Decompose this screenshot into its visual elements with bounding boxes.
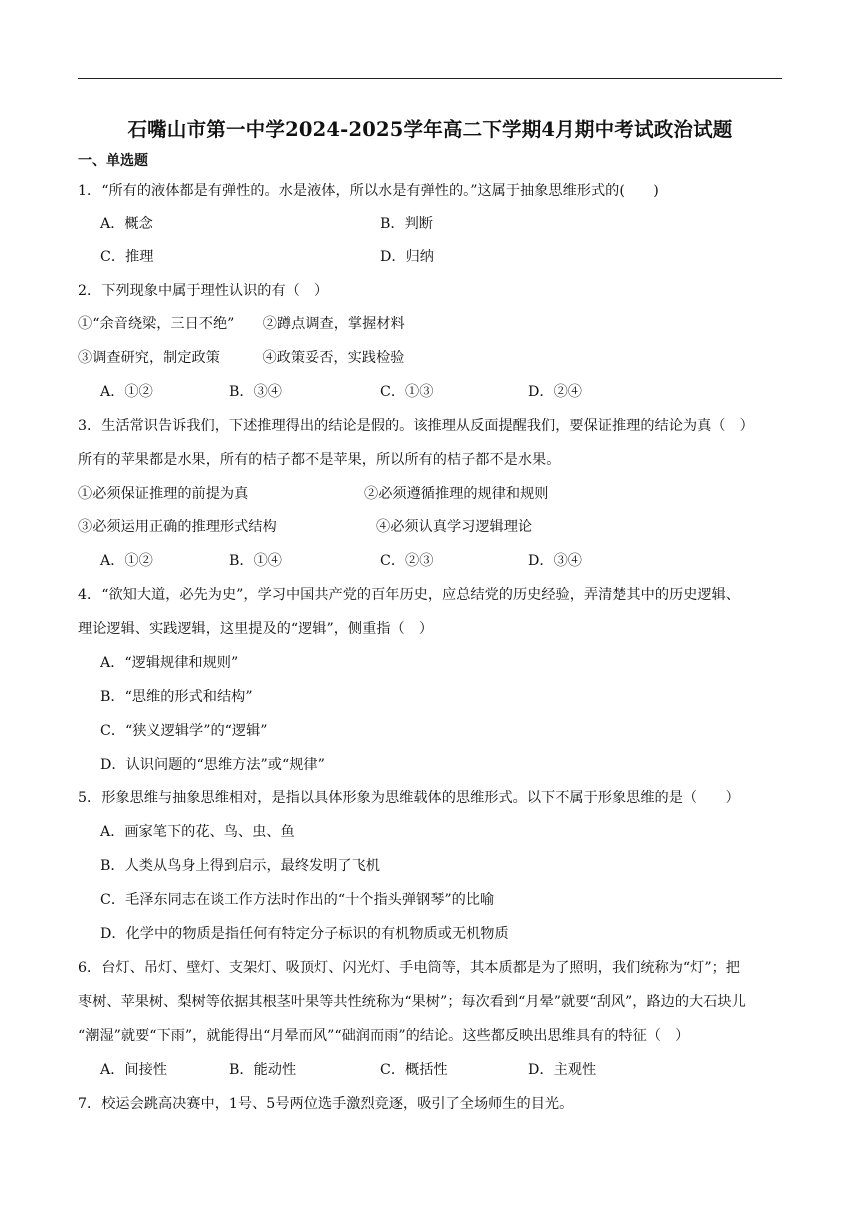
q3-option-a: A．①② bbox=[100, 553, 153, 569]
q2-statements-2: ③调查研究，制定政策 ④政策妥否，实践检验 bbox=[78, 350, 405, 366]
q3-statement-2: ②必须遵循推理的规律和规则 bbox=[364, 486, 549, 502]
q1-option-b: B．判断 bbox=[380, 216, 433, 232]
q6-stem-3: “潮湿”就要“下雨”，就能得出“月晕而风”“础润而雨”的结论。这些都反映出思维具有的特征（ ） bbox=[78, 1028, 690, 1044]
q3-option-d: D．③④ bbox=[528, 553, 582, 569]
page-title: 石嘴山市第一中学2024-2025学年高二下学期4月期中考试政治试题 bbox=[127, 118, 733, 141]
q6-option-d: D．主观性 bbox=[528, 1062, 597, 1078]
q1-option-c: C．推理 bbox=[100, 249, 154, 265]
q2-option-a: A．①② bbox=[100, 384, 153, 400]
q6-option-b: B．能动性 bbox=[229, 1062, 297, 1078]
q3-option-c: C．②③ bbox=[380, 553, 434, 569]
q2-stem: 2．下列现象中属于理性认识的有（ ） bbox=[78, 283, 329, 299]
q5-stem: 5．形象思维与抽象思维相对，是指以具体形象为思维载体的思维形式。以下不属于形象思维的是（ ） bbox=[78, 790, 740, 806]
q4-stem-2: 理论逻辑、实践逻辑，这里提及的“逻辑”，侧重指（ ） bbox=[78, 621, 434, 637]
q4-stem: 4．“欲知大道，必先为史”，学习中国共产党的百年历史，应总结党的历史经验，弄清楚其中的历史逻辑、 bbox=[78, 587, 740, 603]
q3-statement-3: ③必须运用正确的推理形式结构 bbox=[78, 519, 277, 535]
q1-option-a: A．概念 bbox=[100, 216, 153, 232]
q5-option-d: D．化学中的物质是指任何有特定分子标识的有机物质或无机物质 bbox=[100, 926, 509, 942]
q2-option-b: B．③④ bbox=[229, 384, 282, 400]
q3-statement-1: ①必须保证推理的前提为真 bbox=[78, 486, 249, 502]
header-rule bbox=[78, 78, 782, 79]
q6-option-a: A．间接性 bbox=[100, 1062, 167, 1078]
q5-option-c: C．毛泽东同志在谈工作方法时作出的“十个指头弹钢琴”的比喻 bbox=[100, 892, 495, 908]
q7-stem: 7．校运会跳高决赛中，1号、5号两位选手激烈竞逐，吸引了全场师生的目光。 bbox=[78, 1096, 574, 1112]
q6-stem: 6．台灯、吊灯、壁灯、支架灯、吸顶灯、闪光灯、手电筒等，其本质都是为了照明，我们统称为“灯”；把 bbox=[78, 960, 740, 976]
q3-stem: 3．生活常识告诉我们，下述推理得出的结论是假的。该推理从反面提醒我们，要保证推理的结论为真（ ） bbox=[78, 418, 754, 434]
q1-option-d: D．归纳 bbox=[380, 249, 434, 265]
q4-option-a: A．“逻辑规律和规则” bbox=[100, 655, 239, 671]
q3-stem-2: 所有的苹果都是水果，所有的桔子都不是苹果，所以所有的桔子都不是水果。 bbox=[78, 452, 561, 468]
q4-option-c: C．“狭义逻辑学”的“逻辑” bbox=[100, 723, 268, 739]
q3-option-b: B．①④ bbox=[229, 553, 282, 569]
q6-stem-2: 枣树、苹果树、梨树等依据其根茎叶果等共性统称为“果树”；每次看到“月晕”就要“刮风”，路边的大石块儿 bbox=[78, 994, 746, 1010]
q6-option-c: C．概括性 bbox=[380, 1062, 448, 1078]
q2-statements-1: ①“余音绕梁，三日不绝” ②蹲点调查，掌握材料 bbox=[78, 316, 405, 332]
q5-option-a: A．画家笔下的花、鸟、虫、鱼 bbox=[100, 824, 295, 840]
q2-option-d: D．②④ bbox=[528, 384, 582, 400]
q2-option-c: C．①③ bbox=[380, 384, 434, 400]
q3-statement-4: ④必须认真学习逻辑理论 bbox=[376, 519, 533, 535]
q4-option-b: B．“思维的形式和结构” bbox=[100, 689, 253, 705]
q4-option-d: D．认识问题的“思维方法”或“规律” bbox=[100, 757, 325, 773]
q5-option-b: B．人类从鸟身上得到启示，最终发明了飞机 bbox=[100, 858, 380, 874]
section-heading: 一、单选题 bbox=[78, 153, 148, 169]
q1-stem: 1．“所有的液体都是有弹性的。水是液体，所以水是有弹性的。”这属于抽象思维形式的( ) bbox=[78, 183, 659, 199]
